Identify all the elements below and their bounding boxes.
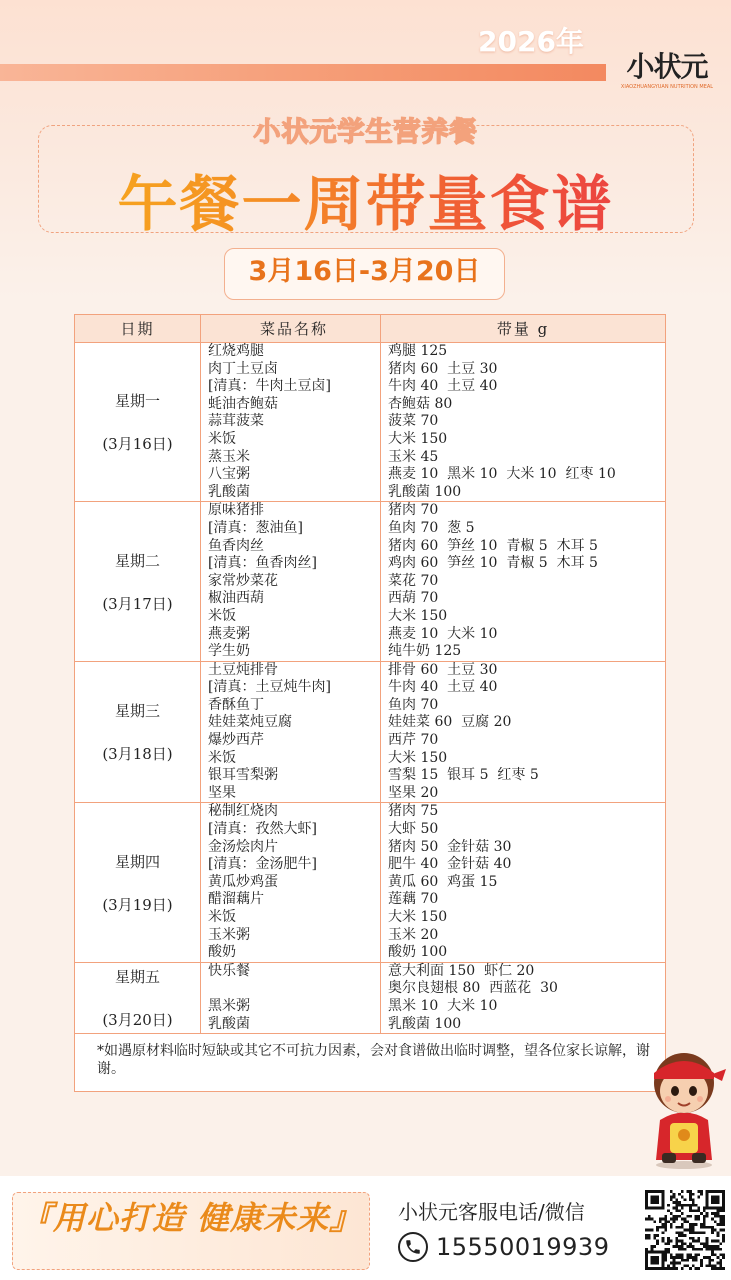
- amount-item: 猪肉 60 笋丝 10 青椒 5 木耳 5: [388, 537, 598, 554]
- dish-item: 燕麦粥: [208, 625, 250, 642]
- date-label: (3月17日): [102, 594, 173, 613]
- amount-item: 杏鲍菇 80: [388, 395, 453, 412]
- amount-item: 大米 150: [388, 909, 448, 925]
- day-cell: [75, 803, 201, 962]
- amount-item: 奥尔良翅根 80 西蓝花 30: [388, 980, 558, 997]
- date-label: (3月18日): [102, 745, 173, 764]
- amount-item: 大虾 50: [388, 821, 439, 838]
- weekday-label: 星期一: [114, 392, 160, 411]
- dish-item: 椒油西葫: [208, 590, 264, 607]
- dish-item: 蒸玉米: [208, 448, 250, 465]
- dish-item: 学生奶: [208, 643, 250, 660]
- dish-item: 八宝粥: [208, 466, 250, 483]
- dish-item: 土豆炖排骨: [208, 661, 278, 678]
- amount-item: 燕麦 10 黑米 10 大米 10 红枣 10: [388, 466, 616, 483]
- dish-item: 娃娃菜炖豆腐: [208, 714, 292, 731]
- dish-item: 秘制红烧肉: [208, 803, 278, 820]
- dish-item: 银耳雪梨粥: [208, 767, 278, 784]
- dish-cell: [201, 502, 381, 661]
- logo-text: 小状元: [626, 50, 708, 83]
- amount-item: 雪梨 15 银耳 5 红枣 5: [388, 767, 539, 784]
- menu-table: [74, 314, 666, 1092]
- dish-item: 醋溜藕片: [208, 891, 264, 908]
- table-row: [75, 343, 666, 502]
- amount-item: 猪肉 70: [388, 502, 439, 519]
- dish-item: [208, 980, 380, 998]
- phone-row: [398, 1230, 609, 1264]
- amount-item: 意大利面 150 虾仁 20: [388, 962, 535, 979]
- dish-item: 米饭: [208, 749, 236, 766]
- dish-item: 家常炒菜花: [208, 572, 278, 589]
- amount-item: 西葫 70: [388, 590, 439, 607]
- amount-item: 菜花 70: [388, 572, 439, 589]
- amount-item: 娃娃菜 60 豆腐 20: [388, 714, 512, 731]
- dish-cell: [201, 343, 381, 502]
- table-header-row: [75, 315, 666, 343]
- header-dish: 菜品名称: [201, 315, 381, 343]
- amount-cell: [381, 803, 666, 962]
- dish-item: [清真：孜然大虾]: [208, 821, 317, 838]
- day-cell: [75, 343, 201, 502]
- dish-item: 玉米粥: [208, 926, 250, 943]
- amount-item: 玉米 45: [388, 448, 439, 465]
- logo-subtext: XIAOZHUANGYUAN NUTRITION MEAL: [620, 84, 714, 90]
- amount-item: 鸡肉 60 笋丝 10 青椒 5 木耳 5: [388, 555, 598, 572]
- menu-body: [75, 343, 666, 1034]
- amount-item: 鱼肉 70 葱 5: [388, 519, 475, 536]
- phone-icon: [398, 1232, 428, 1262]
- amount-item: 乳酸菌 100: [388, 483, 462, 500]
- amount-item: 大米 150: [388, 607, 448, 624]
- date-label: (3月16日): [102, 435, 173, 454]
- weekday-label: 星期二: [114, 551, 160, 570]
- amount-cell: [381, 343, 666, 502]
- dish-item: 黄瓜炒鸡蛋: [208, 873, 278, 890]
- dish-item: 蚝油杏鲍菇: [208, 395, 278, 412]
- page-title: 午餐一周带量食谱: [0, 157, 731, 243]
- table-row: [75, 661, 666, 803]
- amount-cell: [381, 962, 666, 1033]
- amount-cell: [381, 661, 666, 803]
- date-label: (3月20日): [102, 1010, 173, 1029]
- weekday-label: 星期四: [114, 852, 160, 871]
- dish-item: 蒜茸菠菜: [208, 413, 264, 430]
- amount-item: 猪肉 75: [388, 803, 439, 820]
- day-cell: [75, 661, 201, 803]
- amount-item: 菠菜 70: [388, 413, 439, 430]
- note-row: [75, 1034, 666, 1092]
- mascot-icon: [640, 1035, 728, 1170]
- dish-item: 快乐餐: [208, 962, 250, 979]
- dish-item: 鱼香肉丝: [208, 537, 264, 554]
- weekday-label: 星期三: [114, 702, 160, 721]
- page-subtitle: 小状元学生营养餐: [253, 117, 478, 148]
- dish-item: [清真：鱼香肉丝]: [208, 555, 317, 572]
- amount-item: 西芹 70: [388, 732, 439, 749]
- date-range-badge: 3月16日-3月20日: [224, 248, 505, 300]
- dish-item: 爆炒西芹: [208, 732, 264, 749]
- year-label: 2026年: [478, 25, 584, 58]
- dish-item: [清真：金汤肥牛]: [208, 856, 317, 873]
- amount-item: 鱼肉 70: [388, 696, 439, 713]
- dish-item: 乳酸菌: [208, 483, 250, 500]
- amount-item: 肥牛 40 金针菇 40: [388, 856, 512, 873]
- amount-item: 纯牛奶 125: [388, 643, 462, 660]
- day-cell: [75, 962, 201, 1033]
- dish-cell: [201, 661, 381, 803]
- date-label: (3月19日): [102, 895, 173, 914]
- amount-item: 大米 150: [388, 749, 448, 766]
- note-text: *如遇原材料临时短缺或其它不可抗力因素，会对食谱做出临时调整，望各位家长谅解，谢谢。: [75, 1034, 666, 1092]
- slogan-banner: 『用心打造 健康未来』: [12, 1192, 370, 1270]
- table-row: [75, 803, 666, 962]
- dish-item: 黑米粥: [208, 997, 250, 1014]
- dish-cell: [201, 962, 381, 1033]
- dish-item: 酸奶: [208, 944, 236, 961]
- amount-item: 莲藕 70: [388, 891, 439, 908]
- amount-item: 酸奶 100: [388, 944, 448, 961]
- dish-cell: [201, 803, 381, 962]
- amount-item: 玉米 20: [388, 926, 439, 943]
- header-date: 日期: [75, 315, 201, 343]
- table-row: [75, 502, 666, 661]
- brand-logo: [617, 50, 717, 94]
- amount-item: 猪肉 50 金针菇 30: [388, 838, 512, 855]
- amount-item: 猪肉 60 土豆 30: [388, 360, 498, 377]
- dish-item: 米饭: [208, 607, 236, 624]
- dish-item: 原味猪排: [208, 502, 264, 519]
- amount-item: 排骨 60 土豆 30: [388, 661, 498, 678]
- amount-item: 牛肉 40 土豆 40: [388, 378, 498, 395]
- amount-item: 牛肉 40 土豆 40: [388, 679, 498, 696]
- amount-item: 坚果 20: [388, 784, 439, 801]
- day-cell: [75, 502, 201, 661]
- dish-item: 红烧鸡腿: [208, 343, 264, 359]
- dish-item: 金汤烩肉片: [208, 838, 278, 855]
- amount-item: 燕麦 10 大米 10: [388, 625, 498, 642]
- dish-item: [清真：牛肉土豆卤]: [208, 378, 331, 395]
- header-stripe: [0, 64, 606, 81]
- dish-item: [清真：葱油鱼]: [208, 519, 303, 536]
- phone-number[interactable]: 15550019939: [436, 1233, 610, 1261]
- dish-item: 肉丁土豆卤: [208, 360, 278, 377]
- table-row: [75, 962, 666, 1033]
- amount-item: 黑米 10 大米 10: [388, 997, 498, 1014]
- dish-item: [清真：土豆炖牛肉]: [208, 679, 331, 696]
- amount-item: 黄瓜 60 鸡蛋 15: [388, 873, 498, 890]
- dish-item: 米饭: [208, 430, 236, 447]
- amount-item: 大米 150: [388, 430, 448, 447]
- dish-item: 米饭: [208, 909, 236, 925]
- qr-code-icon[interactable]: [645, 1190, 725, 1270]
- dish-item: 坚果: [208, 784, 236, 801]
- amount-item: 乳酸菌 100: [388, 1015, 462, 1032]
- weekday-label: 星期五: [114, 967, 160, 986]
- contact-label: 小状元客服电话/微信: [398, 1200, 585, 1224]
- header-amount: 带量 g: [381, 315, 666, 343]
- dish-item: 乳酸菌: [208, 1015, 250, 1032]
- amount-item: 鸡腿 125: [388, 343, 448, 359]
- dish-item: 香酥鱼丁: [208, 696, 264, 713]
- amount-cell: [381, 502, 666, 661]
